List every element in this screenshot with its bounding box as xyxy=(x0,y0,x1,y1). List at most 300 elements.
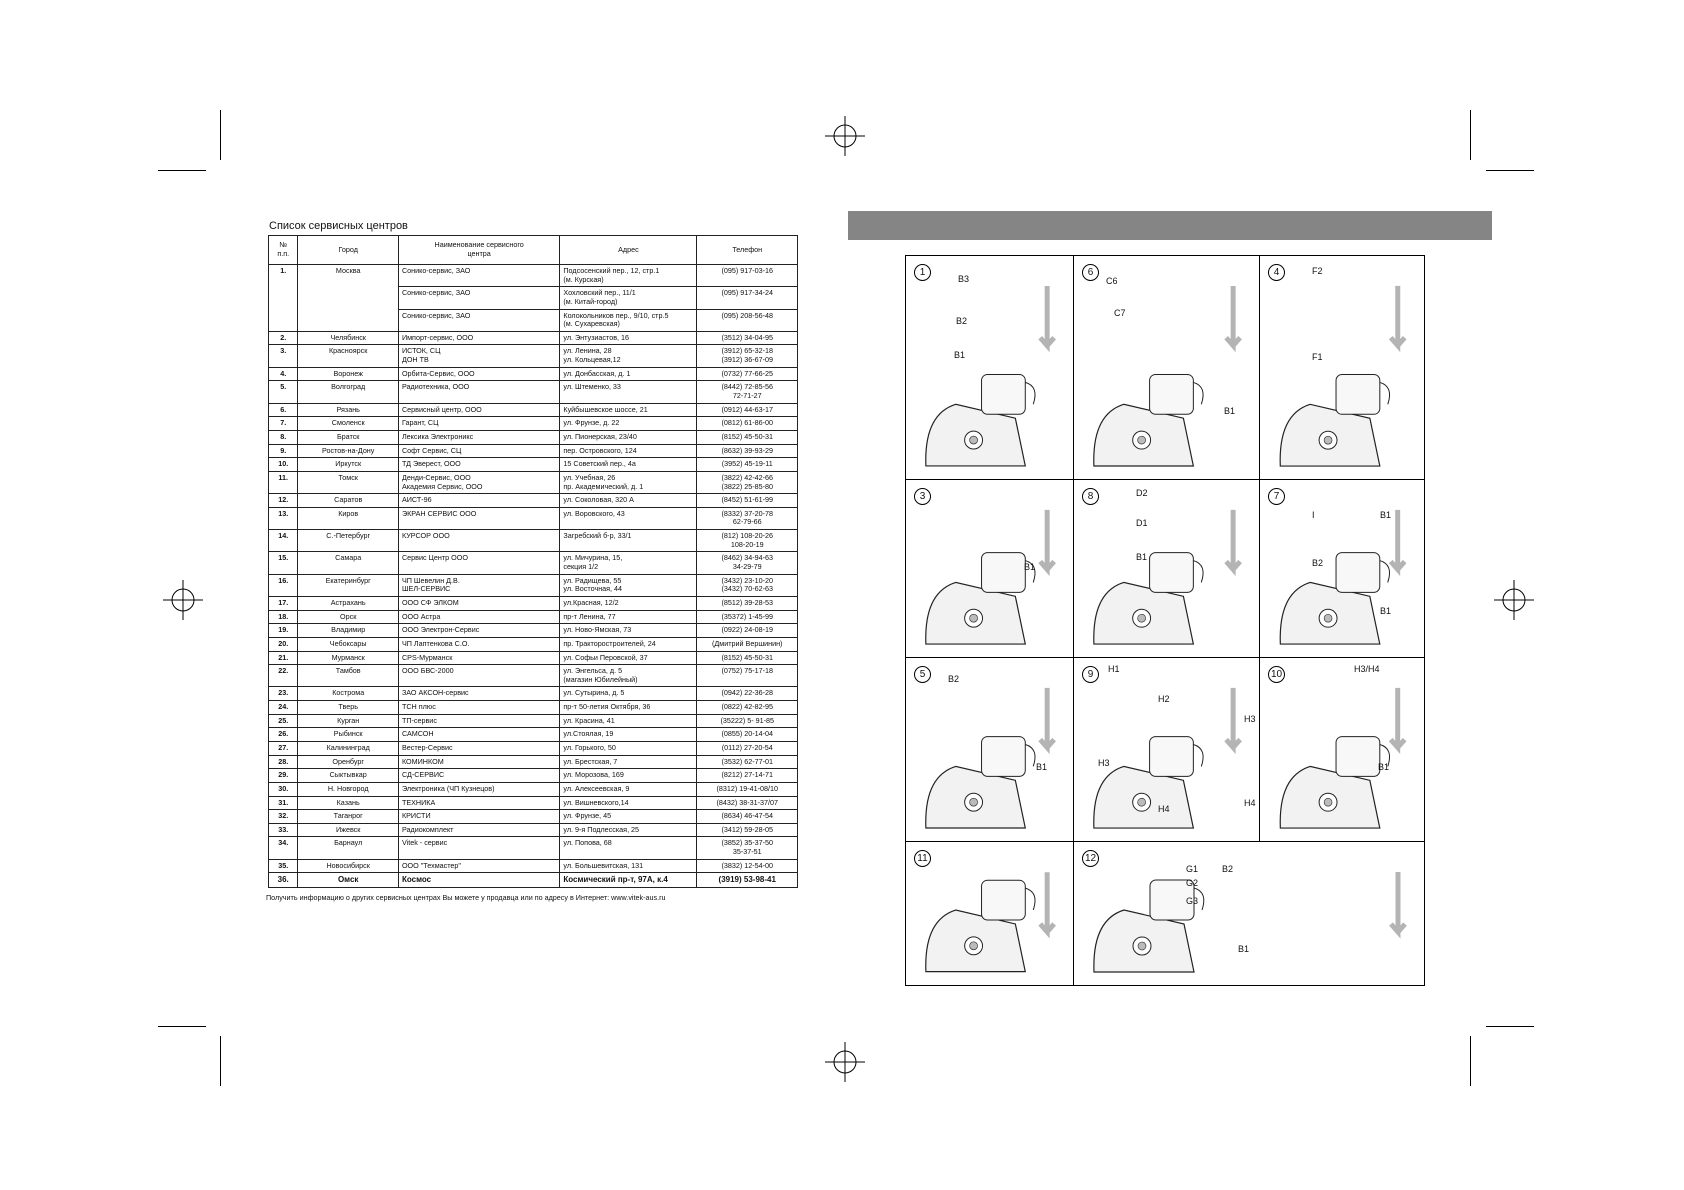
cell-address: ул. Алексеевская, 9 xyxy=(560,782,697,796)
table-row xyxy=(269,444,798,458)
cell-city: Кострома xyxy=(298,687,399,701)
table-row xyxy=(269,701,798,715)
cell-address: пер. Островского, 124 xyxy=(560,444,697,458)
cell-phone: (8442) 72-85-56 72-71-27 xyxy=(697,381,798,403)
cell-city: Тверь xyxy=(298,701,399,715)
step-number: 9 xyxy=(1082,666,1099,683)
cell-city: Тамбов xyxy=(298,665,399,687)
table-row xyxy=(269,651,798,665)
cell-city: Н. Новгород xyxy=(298,782,399,796)
part-label: B1 xyxy=(1224,406,1236,416)
cell-city: Сыктывкар xyxy=(298,769,399,783)
table-row xyxy=(269,687,798,701)
cell-num: 27. xyxy=(269,741,298,755)
appliance-illustration-icon xyxy=(906,480,1073,657)
cell-name: Вестер-Сервис xyxy=(398,741,559,755)
cell-address: ул. Радищева, 55 ул. Восточная, 44 xyxy=(560,574,697,596)
cell-name: Лексика Электроникс xyxy=(398,430,559,444)
cell-address: Загребский б-р, 33/1 xyxy=(560,530,697,552)
cell-address: ул. Донбасская, д. 1 xyxy=(560,367,697,381)
cell-name: КРИСТИ xyxy=(398,810,559,824)
cell-name: Vitek - сервис xyxy=(398,837,559,859)
cell-phone: (3532) 62-77-01 xyxy=(697,755,798,769)
cell-phone: (8634) 46-47-54 xyxy=(697,810,798,824)
cell-address: ул. Учебная, 26 пр. Академический, д. 1 xyxy=(560,471,697,493)
cell-city: Екатеринбург xyxy=(298,574,399,596)
cell-phone: (8152) 45-50-31 xyxy=(697,430,798,444)
cell-num: 16. xyxy=(269,574,298,596)
part-label: H4 xyxy=(1244,798,1256,808)
table-header-row xyxy=(269,236,798,265)
header-num: № п.п. xyxy=(269,236,298,265)
part-label: H4 xyxy=(1158,804,1170,814)
cell-num: 20. xyxy=(269,637,298,651)
cell-num: 7. xyxy=(269,417,298,431)
table-row xyxy=(269,637,798,651)
cell-num: 13. xyxy=(269,507,298,529)
header-phone: Телефон xyxy=(697,236,798,265)
part-label: H1 xyxy=(1108,664,1120,674)
figure-step-5 xyxy=(906,658,1074,842)
cell-address: пр. Тракторостроителей, 24 xyxy=(560,637,697,651)
cell-city: Новосибирск xyxy=(298,859,399,873)
cell-address: ул. Фрунзе, д. 22 xyxy=(560,417,697,431)
cell-phone: (35222) 5- 91-85 xyxy=(697,714,798,728)
crop-mark xyxy=(220,1036,221,1086)
cell-city: Калининград xyxy=(298,741,399,755)
cell-name: Софт Сервис, СЦ xyxy=(398,444,559,458)
cell-num: 30. xyxy=(269,782,298,796)
part-label: B2 xyxy=(948,674,960,684)
cell-address: 15 Советский пер., 4а xyxy=(560,458,697,472)
cell-city: Чебоксары xyxy=(298,637,399,651)
cell-phone: (3412) 59-28-05 xyxy=(697,823,798,837)
cell-phone: (0732) 77-66-25 xyxy=(697,367,798,381)
cell-name: ООО Астра xyxy=(398,610,559,624)
cell-city: Красноярск xyxy=(298,345,399,367)
registration-mark-icon xyxy=(825,1042,865,1082)
cell-num: 33. xyxy=(269,823,298,837)
cell-phone: (0855) 20-14-04 xyxy=(697,728,798,742)
cell-name: Денди-Сервис, ООО Академия Сервис, ООО xyxy=(398,471,559,493)
cell-phone: (0752) 75-17-18 xyxy=(697,665,798,687)
part-label: G3 xyxy=(1186,896,1199,906)
table-row xyxy=(269,728,798,742)
cell-name: ТСН плюс xyxy=(398,701,559,715)
step-number: 3 xyxy=(914,488,931,505)
cell-num: 12. xyxy=(269,494,298,508)
table-row xyxy=(269,417,798,431)
cell-phone: (0912) 44-63-17 xyxy=(697,403,798,417)
cell-address: Куйбышевское шоссе, 21 xyxy=(560,403,697,417)
cell-phone: (0812) 61-86-00 xyxy=(697,417,798,431)
cell-city: Омск xyxy=(298,873,399,888)
part-label: D2 xyxy=(1136,488,1148,498)
part-label: G1 xyxy=(1186,864,1199,874)
cell-address: ул. Морозова, 169 xyxy=(560,769,697,783)
cell-address: ул. Пионерская, 23/40 xyxy=(560,430,697,444)
cell-phone: (8632) 39-93-29 xyxy=(697,444,798,458)
table-row xyxy=(269,755,798,769)
cell-phone: (0942) 22-36-28 xyxy=(697,687,798,701)
cell-city: Курган xyxy=(298,714,399,728)
cell-num: 36. xyxy=(269,873,298,888)
part-label: F2 xyxy=(1312,266,1323,276)
cell-city: Воронеж xyxy=(298,367,399,381)
part-label: B2 xyxy=(956,316,968,326)
cell-phone: (8212) 27-14-71 xyxy=(697,769,798,783)
cell-num: 2. xyxy=(269,331,298,345)
appliance-illustration-icon xyxy=(1260,256,1424,479)
step-number: 1 xyxy=(914,264,931,281)
table-row xyxy=(269,331,798,345)
step-number: 10 xyxy=(1268,666,1285,683)
table-row xyxy=(269,596,798,610)
cell-address: Хохловский пер., 11/1 (м. Китай-город) xyxy=(560,287,697,309)
cell-address: ул. Горького, 50 xyxy=(560,741,697,755)
cell-phone: (3952) 45-19-11 xyxy=(697,458,798,472)
part-label: B1 xyxy=(1136,552,1148,562)
step-number: 4 xyxy=(1268,264,1285,281)
cell-num: 9. xyxy=(269,444,298,458)
table-row xyxy=(269,507,798,529)
cell-name: Радиокомплект xyxy=(398,823,559,837)
part-label: H3/H4 xyxy=(1354,664,1380,674)
cell-city: Смоленск xyxy=(298,417,399,431)
cell-phone: (3832) 12-54-00 xyxy=(697,859,798,873)
cell-address: ул. Фрунзе, 45 xyxy=(560,810,697,824)
cell-num: 21. xyxy=(269,651,298,665)
cell-num: 22. xyxy=(269,665,298,687)
cell-city: Оренбург xyxy=(298,755,399,769)
step-number: 6 xyxy=(1082,264,1099,281)
table-row xyxy=(269,823,798,837)
part-label: H2 xyxy=(1158,694,1170,704)
step-number: 7 xyxy=(1268,488,1285,505)
cell-name: ООО "Техмастер" xyxy=(398,859,559,873)
part-label: B1 xyxy=(954,350,966,360)
table-row xyxy=(269,810,798,824)
cell-name: ИСТОК, СЦ ДОН ТВ xyxy=(398,345,559,367)
cell-name: Космос xyxy=(398,873,559,888)
crop-mark xyxy=(1486,1026,1534,1027)
service-center-table xyxy=(268,235,798,888)
cell-address: ул. Попова, 68 xyxy=(560,837,697,859)
cell-name: КОМИНКОМ xyxy=(398,755,559,769)
header-name: Наименование сервисного центра xyxy=(398,236,559,265)
cell-num: 25. xyxy=(269,714,298,728)
part-label: B2 xyxy=(1312,558,1324,568)
cell-num: 4. xyxy=(269,367,298,381)
cell-address: пр-т 50-летия Октября, 36 xyxy=(560,701,697,715)
cell-name: ЭКРАН СЕРВИС ООО xyxy=(398,507,559,529)
part-label: D1 xyxy=(1136,518,1148,528)
table-row xyxy=(269,430,798,444)
cell-city: Киров xyxy=(298,507,399,529)
crop-mark xyxy=(220,110,221,160)
cell-address: ул. 9-я Подлесская, 25 xyxy=(560,823,697,837)
cell-name: ЗАО АКСОН-сервис xyxy=(398,687,559,701)
cell-city: С.-Петербург xyxy=(298,530,399,552)
cell-address: ул.Стоялая, 19 xyxy=(560,728,697,742)
cell-num: 14. xyxy=(269,530,298,552)
cell-num: 8. xyxy=(269,430,298,444)
header-address: Адрес xyxy=(560,236,697,265)
figure-step-12 xyxy=(1074,842,1424,985)
part-label: B1 xyxy=(1238,944,1250,954)
cell-address: ул. Энтузиастов, 16 xyxy=(560,331,697,345)
figure-step-1 xyxy=(906,256,1074,480)
cell-num: 1. xyxy=(269,265,298,332)
cell-address: ул. Брестская, 7 xyxy=(560,755,697,769)
cell-city: Иркутск xyxy=(298,458,399,472)
cell-name: СД-СЕРВИС xyxy=(398,769,559,783)
cell-city: Ростов-на-Дону xyxy=(298,444,399,458)
cell-phone: (Дмитрий Вершинин) xyxy=(697,637,798,651)
cell-address: ул. Сутырина, д. 5 xyxy=(560,687,697,701)
cell-phone: (0112) 27-20-54 xyxy=(697,741,798,755)
table-row xyxy=(269,345,798,367)
part-label: H3 xyxy=(1098,758,1110,768)
cell-city: Рязань xyxy=(298,403,399,417)
cell-name: АИСТ-96 xyxy=(398,494,559,508)
cell-name: ТП-сервис xyxy=(398,714,559,728)
part-label: C7 xyxy=(1114,308,1126,318)
cell-city: Москва xyxy=(298,265,399,332)
appliance-illustration-icon xyxy=(906,842,1073,985)
part-label: B1 xyxy=(1024,562,1036,572)
cell-name: Радиотехника, ООО xyxy=(398,381,559,403)
table-row xyxy=(269,837,798,859)
cell-name: CPS-Мурманск xyxy=(398,651,559,665)
part-label: B1 xyxy=(1378,762,1390,772)
cell-name: Орбита-Сервис, ООО xyxy=(398,367,559,381)
header-city: Город xyxy=(298,236,399,265)
cell-phone: (8462) 34-94-63 34-29-79 xyxy=(697,552,798,574)
part-label: C6 xyxy=(1106,276,1118,286)
cell-city: Волгоград xyxy=(298,381,399,403)
cell-num: 15. xyxy=(269,552,298,574)
part-label: B1 xyxy=(1380,510,1392,520)
cell-name: Сервис Центр ООО xyxy=(398,552,559,574)
table-row xyxy=(269,782,798,796)
appliance-illustration-icon xyxy=(1074,842,1424,985)
cell-name: ТД Эверест, ООО xyxy=(398,458,559,472)
cell-phone: (8312) 19-41-08/10 xyxy=(697,782,798,796)
cell-city: Братск xyxy=(298,430,399,444)
cell-address: Подсосенский пер., 12, стр.1 (м. Курская) xyxy=(560,265,697,287)
cell-phone: (3432) 23-10-20 (3432) 70-62-63 xyxy=(697,574,798,596)
appliance-illustration-icon xyxy=(1074,256,1259,479)
cell-phone: (3822) 42-42-66 (3822) 25-85-80 xyxy=(697,471,798,493)
cell-phone: (8332) 37-20-78 62-79-66 xyxy=(697,507,798,529)
cell-city: Саратов xyxy=(298,494,399,508)
cell-city: Таганрог xyxy=(298,810,399,824)
appliance-illustration-icon xyxy=(1074,480,1259,657)
table-row xyxy=(269,494,798,508)
step-number: 11 xyxy=(914,850,931,867)
table-row xyxy=(269,610,798,624)
part-label: B1 xyxy=(1380,606,1392,616)
cell-num: 34. xyxy=(269,837,298,859)
appliance-illustration-icon xyxy=(906,658,1073,841)
cell-num: 32. xyxy=(269,810,298,824)
cell-phone: (8432) 38-31-37/07 xyxy=(697,796,798,810)
cell-num: 5. xyxy=(269,381,298,403)
appliance-illustration-icon xyxy=(1260,480,1424,657)
cell-name: ЧП Шевелин Д.В. ШЕЛ-СЕРВИС xyxy=(398,574,559,596)
cell-phone: (3512) 34-04-95 xyxy=(697,331,798,345)
table-row xyxy=(269,769,798,783)
cell-phone: (095) 208-56-48 xyxy=(697,309,798,331)
table-row xyxy=(269,471,798,493)
cell-phone: (3912) 65-32-18 (3912) 36-67-09 xyxy=(697,345,798,367)
part-label: B1 xyxy=(1036,762,1048,772)
cell-phone: (8452) 51-61-99 xyxy=(697,494,798,508)
step-number: 8 xyxy=(1082,488,1099,505)
table-row xyxy=(269,624,798,638)
crop-mark xyxy=(1470,1036,1471,1086)
cell-num: 11. xyxy=(269,471,298,493)
cell-num: 26. xyxy=(269,728,298,742)
cell-phone: (095) 917-34-24 xyxy=(697,287,798,309)
cell-address: ул. Энгельса, д. 5 (магазин Юбилейный) xyxy=(560,665,697,687)
registration-mark-icon xyxy=(825,116,865,156)
cell-address: пр-т Ленина, 77 xyxy=(560,610,697,624)
cell-address: Колокольников пер., 9/10, стр.5 (м. Сухаревская) xyxy=(560,309,697,331)
crop-mark xyxy=(1470,110,1471,160)
cell-address: ул. Софьи Перовской, 37 xyxy=(560,651,697,665)
figure-step-11 xyxy=(906,842,1074,985)
cell-name: Импорт-сервис, ООО xyxy=(398,331,559,345)
part-label: B2 xyxy=(1222,864,1234,874)
cell-address: ул. Большевитская, 131 xyxy=(560,859,697,873)
table-row xyxy=(269,574,798,596)
figure-step-9 xyxy=(1074,658,1260,842)
figure-step-7 xyxy=(1260,480,1424,658)
cell-phone: (3852) 35-37-50 35-37-51 xyxy=(697,837,798,859)
cell-city: Томск xyxy=(298,471,399,493)
service-list-footer: Получить информацию о других сервисных центрах Вы можете у продавца или по адресу в Интернет: www.vitek-aus.ru xyxy=(266,892,666,902)
cell-phone: (8152) 45-50-31 xyxy=(697,651,798,665)
cell-name: Гарант, СЦ xyxy=(398,417,559,431)
cell-name: ООО Электрон-Сервис xyxy=(398,624,559,638)
cell-name: Сервисный центр, ООО xyxy=(398,403,559,417)
table-row xyxy=(269,714,798,728)
cell-num: 23. xyxy=(269,687,298,701)
figure-step-3 xyxy=(906,480,1074,658)
table-row xyxy=(269,796,798,810)
cell-name: ООО СФ ЭЛКОМ xyxy=(398,596,559,610)
cell-name: ООО БВС-2000 xyxy=(398,665,559,687)
cell-address: ул. Штеменко, 33 xyxy=(560,381,697,403)
cell-name: Сонико-сервис, ЗАО xyxy=(398,265,559,287)
registration-mark-icon xyxy=(163,580,203,620)
part-label: H3 xyxy=(1244,714,1256,724)
cell-num: 35. xyxy=(269,859,298,873)
figure-step-8 xyxy=(1074,480,1260,658)
cell-phone: (0822) 42-82-95 xyxy=(697,701,798,715)
cell-address: ул. Воровского, 43 xyxy=(560,507,697,529)
cell-address: Космический пр-т, 97А, к.4 xyxy=(560,873,697,888)
cell-city: Барнаул xyxy=(298,837,399,859)
cell-phone: (0922) 24-08-19 xyxy=(697,624,798,638)
cell-address: ул. Соколовая, 320 А xyxy=(560,494,697,508)
table-row xyxy=(269,403,798,417)
cell-name: Сонико-сервис, ЗАО xyxy=(398,309,559,331)
cell-name: Сонико-сервис, ЗАО xyxy=(398,287,559,309)
cell-name: ЧП Лаптенкова С.О. xyxy=(398,637,559,651)
cell-address: ул. Мичурина, 15, секция 1/2 xyxy=(560,552,697,574)
table-row xyxy=(269,265,798,287)
service-center-page xyxy=(268,220,800,902)
crop-mark xyxy=(158,170,206,171)
cell-name: Электроника (ЧП Кузнецов) xyxy=(398,782,559,796)
cell-phone: (8512) 39-28-53 xyxy=(697,596,798,610)
appliance-illustration-icon xyxy=(1260,658,1424,841)
cell-name: ТЕХНИКА xyxy=(398,796,559,810)
step-number: 5 xyxy=(914,666,931,683)
cell-num: 28. xyxy=(269,755,298,769)
table-row xyxy=(269,873,798,888)
cell-num: 10. xyxy=(269,458,298,472)
table-row xyxy=(269,741,798,755)
header-bar xyxy=(848,211,1492,240)
table-row xyxy=(269,367,798,381)
cell-address: ул. Вишневского,14 xyxy=(560,796,697,810)
cell-address: ул. Красина, 41 xyxy=(560,714,697,728)
cell-num: 18. xyxy=(269,610,298,624)
cell-address: ул. Ленина, 28 ул. Кольцевая,12 xyxy=(560,345,697,367)
cell-num: 19. xyxy=(269,624,298,638)
cell-phone: (812) 108-20-26 108-20-19 xyxy=(697,530,798,552)
cell-num: 29. xyxy=(269,769,298,783)
table-row xyxy=(269,665,798,687)
cell-num: 24. xyxy=(269,701,298,715)
table-row xyxy=(269,859,798,873)
cell-num: 3. xyxy=(269,345,298,367)
figure-step-4 xyxy=(1260,256,1424,480)
cell-city: Самара xyxy=(298,552,399,574)
step-number: 12 xyxy=(1082,850,1099,867)
part-label: F1 xyxy=(1312,352,1323,362)
table-row xyxy=(269,530,798,552)
figure-step-10 xyxy=(1260,658,1424,842)
cell-num: 6. xyxy=(269,403,298,417)
cell-num: 31. xyxy=(269,796,298,810)
assembly-figure-grid xyxy=(905,255,1425,986)
cell-num: 17. xyxy=(269,596,298,610)
cell-phone: (095) 917-03-16 xyxy=(697,265,798,287)
cell-city: Челябинск xyxy=(298,331,399,345)
crop-mark xyxy=(158,1026,206,1027)
part-label: G2 xyxy=(1186,878,1199,888)
cell-phone: (35372) 1-45-99 xyxy=(697,610,798,624)
service-list-title: Список сервисных центров xyxy=(269,220,408,232)
cell-address: ул. Ново-Ямская, 73 xyxy=(560,624,697,638)
cell-name: КУРСОР ООО xyxy=(398,530,559,552)
cell-city: Владимир xyxy=(298,624,399,638)
table-row xyxy=(269,458,798,472)
part-label: B3 xyxy=(958,274,970,284)
cell-city: Астрахань xyxy=(298,596,399,610)
crop-mark xyxy=(1486,170,1534,171)
table-row xyxy=(269,552,798,574)
part-label: I xyxy=(1312,510,1315,520)
cell-city: Казань xyxy=(298,796,399,810)
cell-city: Рыбинск xyxy=(298,728,399,742)
registration-mark-icon xyxy=(1494,580,1534,620)
